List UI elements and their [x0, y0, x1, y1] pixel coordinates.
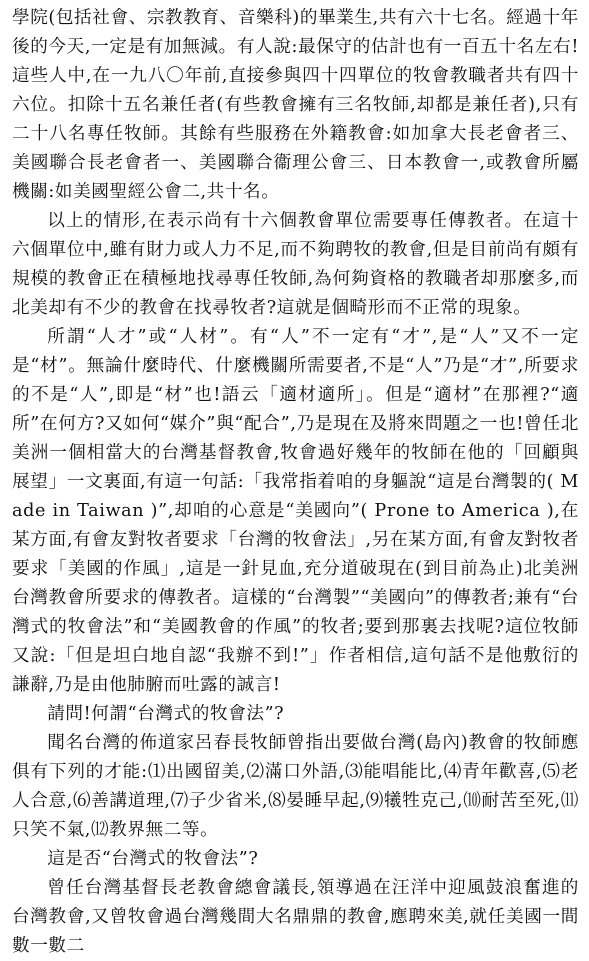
paragraph-sixteen-units: 以上的情形,在表示尚有十六個教會單位需要專任傳教者。在這十六個單位中,雖有財力或人力不足,而不夠聘牧的教會,但是目前尚有頗有規模的教會正在積極地找尋專任牧師,為何夠資格的教職者却那麼多,而北美却有不少的教會在找尋牧者?這就是個畸形而不正常的現象。 [12, 211, 579, 318]
paragraph-talent-discussion: 所謂“人才”或“人材”。有“人”不一定有“才”,是“人”又不一定是“材”。無論什麼時代、什麼機關所需要者,不是“人”乃是“才”,所要求的不是“人”,即是“材”也!語云「適材適所」。但是“適材”在那裡?“適所”在何方?又如何“媒介”與“配合”,乃是現在及將來問題之一也!曾任北美洲一個相當大的台灣基督教會,牧會過好幾年的牧師在他的「回顧與展望」一文裏面,有這一句話:「我常指着咱的身軀說“這是台灣製的( Made in Taiwan )”,却咱的心意是“美國向”( Prone to America ),在某方面,有會友對牧者要求「台灣的牧會法」,另在某方面,有會友對牧者要求「美國的作風」,這是一針見血,充分道破現在(到目前為止)北美洲台灣教會所要求的傳教者。這樣的“台灣製”“美國向”的傳教者;兼有“台灣式的牧會法”和“美國教會的作風”的牧者;要到那裏去找呢?這位牧師又說:「但是坦白地自認“我辦不到!”」作者相信,這句話不是他敷衍的謙辭,乃是由他肺腑而吐露的誠言! [12, 327, 579, 695]
paragraph-question-repeat: 這是否“台灣式的牧會法”? [47, 849, 259, 869]
paragraph-pastor-qualities: 聞名台灣的佈道家呂春長牧師曾指出要做台灣(島內)教會的牧師應俱有下列的才能:⑴出國留美,⑵滿口外語,⑶能唱能比,⑷青年歡喜,⑸老人合意,⑹善講道理,⑺子少省米,⑻晏睡早起,⑼犧牲克己,⑽耐苦至死,⑾只笑不氣,⑿教界無二等。 [12, 733, 579, 840]
paragraph-question: 請問!何謂“台灣式的牧會法”? [47, 704, 285, 724]
paragraph-graduates-count: 學院(包括社會、宗教教育、音樂科)的畢業生,共有六十七名。經過十年後的今天,一定是有加無減。有人說:最保守的估計也有一百五十名左右!這些人中,在一九八〇年前,直接參與四十四單位的牧會教職者共有四十六位。扣除十五名兼任者(有些教會擁有三名牧師,却都是兼任者),只有二十八名專任牧師。其餘有些服務在外籍教會:如加拿大長老會者三、美國聯合長老會者一、美國聯合衞理公會三、日本教會一,或教會所屬機關:如美國聖經公會二,共十名。 [12, 8, 579, 202]
paragraph-former-moderator: 曾任台灣基督長老教會總會議長,領導過在汪洋中迎風鼓浪奮進的台灣教會,又曾牧會過台灣幾間大名鼎鼎的教會,應聘來美,就任美國一間數一數二 [12, 878, 579, 956]
